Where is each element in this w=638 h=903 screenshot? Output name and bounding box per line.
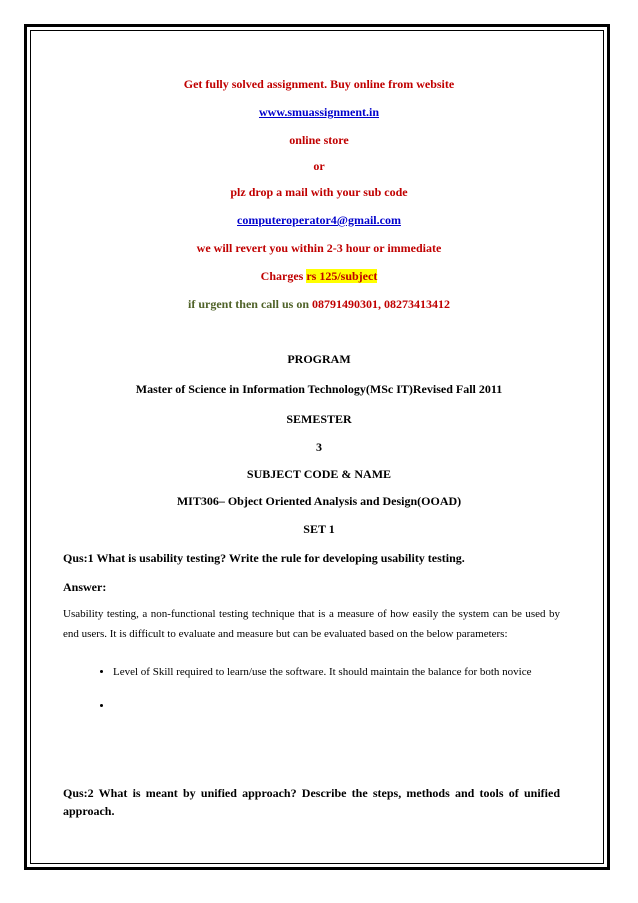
q1-bullet-list	[63, 662, 560, 716]
list-item-empty	[113, 696, 560, 716]
subject-name: MIT306– Object Oriented Analysis and Design(OOAD)	[176, 494, 462, 508]
list-item: • Level of Skill required to learn/use the software. It should maintain the balance for both novice	[113, 662, 560, 682]
website-line	[0, 104, 638, 120]
or-line: or	[313, 159, 325, 173]
answer-label: Answer:	[63, 580, 107, 594]
phone-separator: ,	[378, 297, 384, 311]
store-line: online store	[289, 133, 349, 147]
q1-question: Qus:1 What is usability testing? Write the rule for developing usability testing.	[63, 551, 465, 565]
charges-value: rs 125/subject	[306, 269, 378, 283]
urgent-label: if urgent then call us on	[187, 297, 309, 311]
urgent-line	[0, 296, 638, 312]
revert-line: we will revert you within 2-3 hour or immediate	[196, 241, 442, 255]
charges-line	[0, 268, 638, 284]
program-name: Master of Science in Information Technology(MSc IT)Revised Fall 2011	[135, 382, 503, 396]
phone-2: 08273413412	[384, 297, 450, 311]
subject-label: SUBJECT CODE & NAME	[246, 467, 392, 481]
semester-value: 3	[316, 440, 322, 454]
program-label: PROGRAM	[287, 352, 351, 366]
q1-answer-paragraph: Usability testing, a non-functional testing technique that is a measure of how easily the system can be used by end users. It is difficult to evaluate and measure but can be evaluated based on the below parameters:	[63, 608, 560, 640]
mail-prompt-line: plz drop a mail with your sub code	[230, 185, 408, 199]
email-line	[0, 212, 638, 228]
website-link[interactable]: www.smuassignment.in	[258, 105, 380, 119]
set-label: SET 1	[303, 522, 335, 536]
charges-label: Charges	[260, 269, 304, 283]
promo-line: Get fully solved assignment. Buy online from website	[183, 77, 455, 91]
phone-1: 08791490301	[312, 297, 378, 311]
semester-label: SEMESTER	[286, 412, 352, 426]
q2-question: Qus:2 What is meant by unified approach? Describe the steps, methods and tools of unified approach.	[63, 786, 560, 818]
email-link[interactable]: computeroperator4@gmail.com	[237, 213, 401, 227]
